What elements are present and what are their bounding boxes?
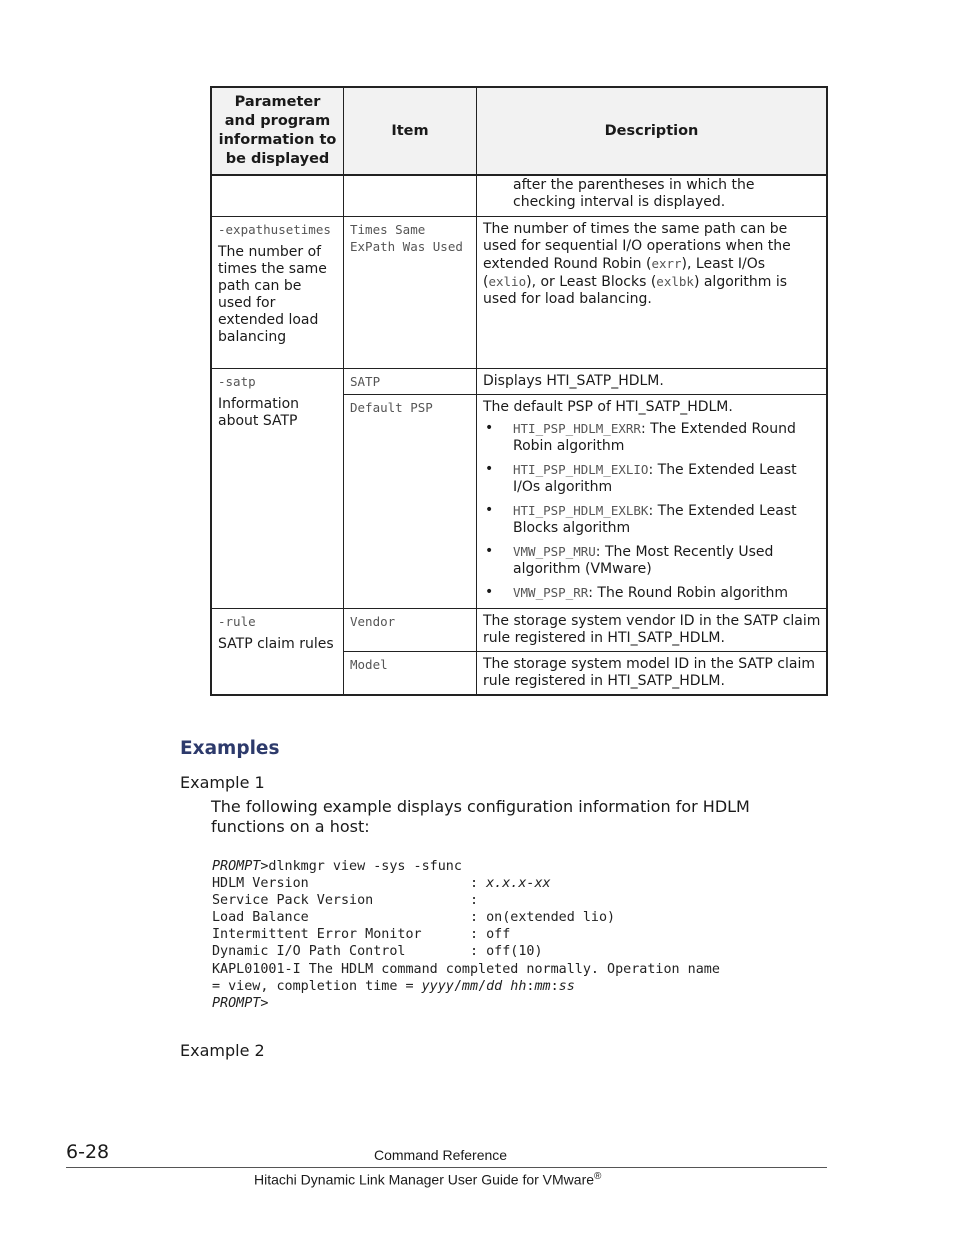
version-placeholder: x.x.x-xx bbox=[486, 876, 551, 892]
page-number: 6-28 bbox=[66, 1141, 110, 1163]
param-name: -satp bbox=[218, 374, 256, 389]
description-text: The number of times the same path can be used for sequential I/O operations when the extended Round Robin ( bbox=[483, 221, 791, 272]
table-row bbox=[211, 369, 827, 395]
list-item bbox=[483, 502, 821, 537]
time-placeholder: hh bbox=[510, 978, 527, 994]
table-row bbox=[211, 217, 827, 369]
header-parameter: Parameter and program information to be displayed bbox=[211, 87, 344, 175]
output-line: Load Balance : on(extended lio) bbox=[212, 910, 616, 926]
param-cell bbox=[211, 609, 344, 696]
description-text: ) algorithm is used for load balancing. bbox=[483, 274, 788, 307]
registered-mark: ® bbox=[594, 1171, 602, 1182]
parameter-table bbox=[210, 86, 828, 696]
separator: / bbox=[453, 978, 462, 994]
prompt-text: PROMPT bbox=[212, 995, 261, 1011]
time-placeholder: ss bbox=[558, 978, 575, 994]
list-item bbox=[483, 420, 821, 455]
inline-code: HTI_PSP_HDLM_EXRR bbox=[513, 421, 641, 436]
prompt-gt: > bbox=[260, 995, 269, 1011]
output-line: = view, completion time = bbox=[212, 978, 422, 994]
chapter-title: Command Reference bbox=[374, 1147, 508, 1163]
separator: : bbox=[526, 978, 535, 994]
param-cell bbox=[211, 175, 344, 217]
list-item-text: : The Round Robin algorithm bbox=[588, 585, 788, 601]
example1-label: Example 1 bbox=[180, 773, 265, 792]
description-cell bbox=[477, 217, 828, 369]
item-cell bbox=[344, 175, 477, 217]
description-cell bbox=[477, 395, 828, 609]
param-name: -expathusetimes bbox=[218, 222, 331, 237]
prompt-text: PROMPT bbox=[212, 859, 261, 874]
table-row bbox=[211, 175, 827, 217]
guide-title bbox=[254, 1171, 601, 1188]
guide-title-text: Hitachi Dynamic Link Manager User Guide for VMware bbox=[254, 1171, 595, 1188]
command-output-block bbox=[212, 858, 720, 1012]
inline-code: VMW_PSP_RR bbox=[513, 585, 589, 600]
output-line: Dynamic I/O Path Control : off(10) bbox=[212, 944, 543, 960]
item-cell: Model bbox=[344, 652, 477, 696]
header-description: Description bbox=[477, 87, 828, 175]
output-line: Service Pack Version : bbox=[212, 893, 479, 909]
footer-divider bbox=[66, 1167, 827, 1168]
list-item bbox=[483, 461, 821, 496]
table-row bbox=[211, 609, 827, 652]
date-placeholder: yyyy bbox=[421, 978, 454, 994]
param-cell bbox=[211, 217, 344, 369]
param-name: -rule bbox=[218, 614, 256, 629]
inline-code: exlbk bbox=[656, 274, 694, 289]
description-text: ), Least I/Os ( bbox=[483, 256, 766, 290]
inline-code: VMW_PSP_MRU bbox=[513, 544, 596, 559]
param-cell bbox=[211, 369, 344, 609]
output-line: KAPL01001-I The HDLM command completed normally. Operation name bbox=[212, 961, 720, 977]
description-cell bbox=[477, 175, 828, 217]
inline-code: HTI_PSP_HDLM_EXLBK bbox=[513, 503, 649, 518]
output-line: HDLM Version : bbox=[212, 876, 487, 892]
example1-intro: The following example displays configuration information for HDLM functions on a host: bbox=[211, 797, 750, 836]
example2-label: Example 2 bbox=[180, 1041, 265, 1060]
examples-heading: Examples bbox=[180, 738, 280, 759]
param-description: SATP claim rules bbox=[218, 636, 334, 652]
date-placeholder: mm bbox=[461, 978, 479, 994]
description-text: The default PSP of HTI_SATP_HDLM. bbox=[483, 399, 733, 415]
description-cell: The storage system model ID in the SATP claim rule registered in HTI_SATP_HDLM. bbox=[477, 652, 828, 696]
command-text: >dlnkmgr view -sys -sfunc bbox=[260, 859, 462, 874]
item-cell: Default PSP bbox=[344, 395, 477, 609]
list-item bbox=[483, 543, 821, 578]
description-text: after the parentheses in which the checking interval is displayed. bbox=[513, 177, 755, 210]
inline-code: exlio bbox=[488, 274, 527, 289]
item-cell: Vendor bbox=[344, 609, 477, 652]
inline-code: exrr bbox=[651, 256, 682, 271]
description-text: ), or Least Blocks ( bbox=[526, 274, 657, 290]
list-item-text: : The Extended Least Blocks algorithm bbox=[513, 503, 797, 536]
list-item-text: : The Extended Least I/Os algorithm bbox=[513, 462, 797, 495]
param-description: Information about SATP bbox=[218, 396, 300, 429]
psp-list bbox=[483, 420, 821, 602]
output-line: Intermittent Error Monitor : off bbox=[212, 927, 511, 943]
time-placeholder: mm bbox=[534, 978, 551, 994]
inline-code: HTI_PSP_HDLM_EXLIO bbox=[513, 462, 649, 477]
separator: : bbox=[550, 978, 559, 994]
table-header-row bbox=[211, 87, 827, 175]
list-item-text: : The Extended Round Robin algorithm bbox=[513, 421, 796, 454]
date-placeholder: dd bbox=[486, 978, 503, 994]
item-cell: SATP bbox=[344, 369, 477, 395]
separator: / bbox=[478, 978, 487, 994]
description-cell: Displays HTI_SATP_HDLM. bbox=[477, 369, 828, 395]
list-item bbox=[483, 584, 821, 602]
item-cell: Times Same ExPath Was Used bbox=[344, 217, 477, 369]
header-item: Item bbox=[344, 87, 477, 175]
list-item-text: : The Most Recently Used algorithm (VMware) bbox=[513, 544, 774, 577]
description-cell: The storage system vendor ID in the SATP claim rule registered in HTI_SATP_HDLM. bbox=[477, 609, 828, 652]
param-description: The number of times the same path can be used for extended load balancing bbox=[218, 244, 327, 345]
